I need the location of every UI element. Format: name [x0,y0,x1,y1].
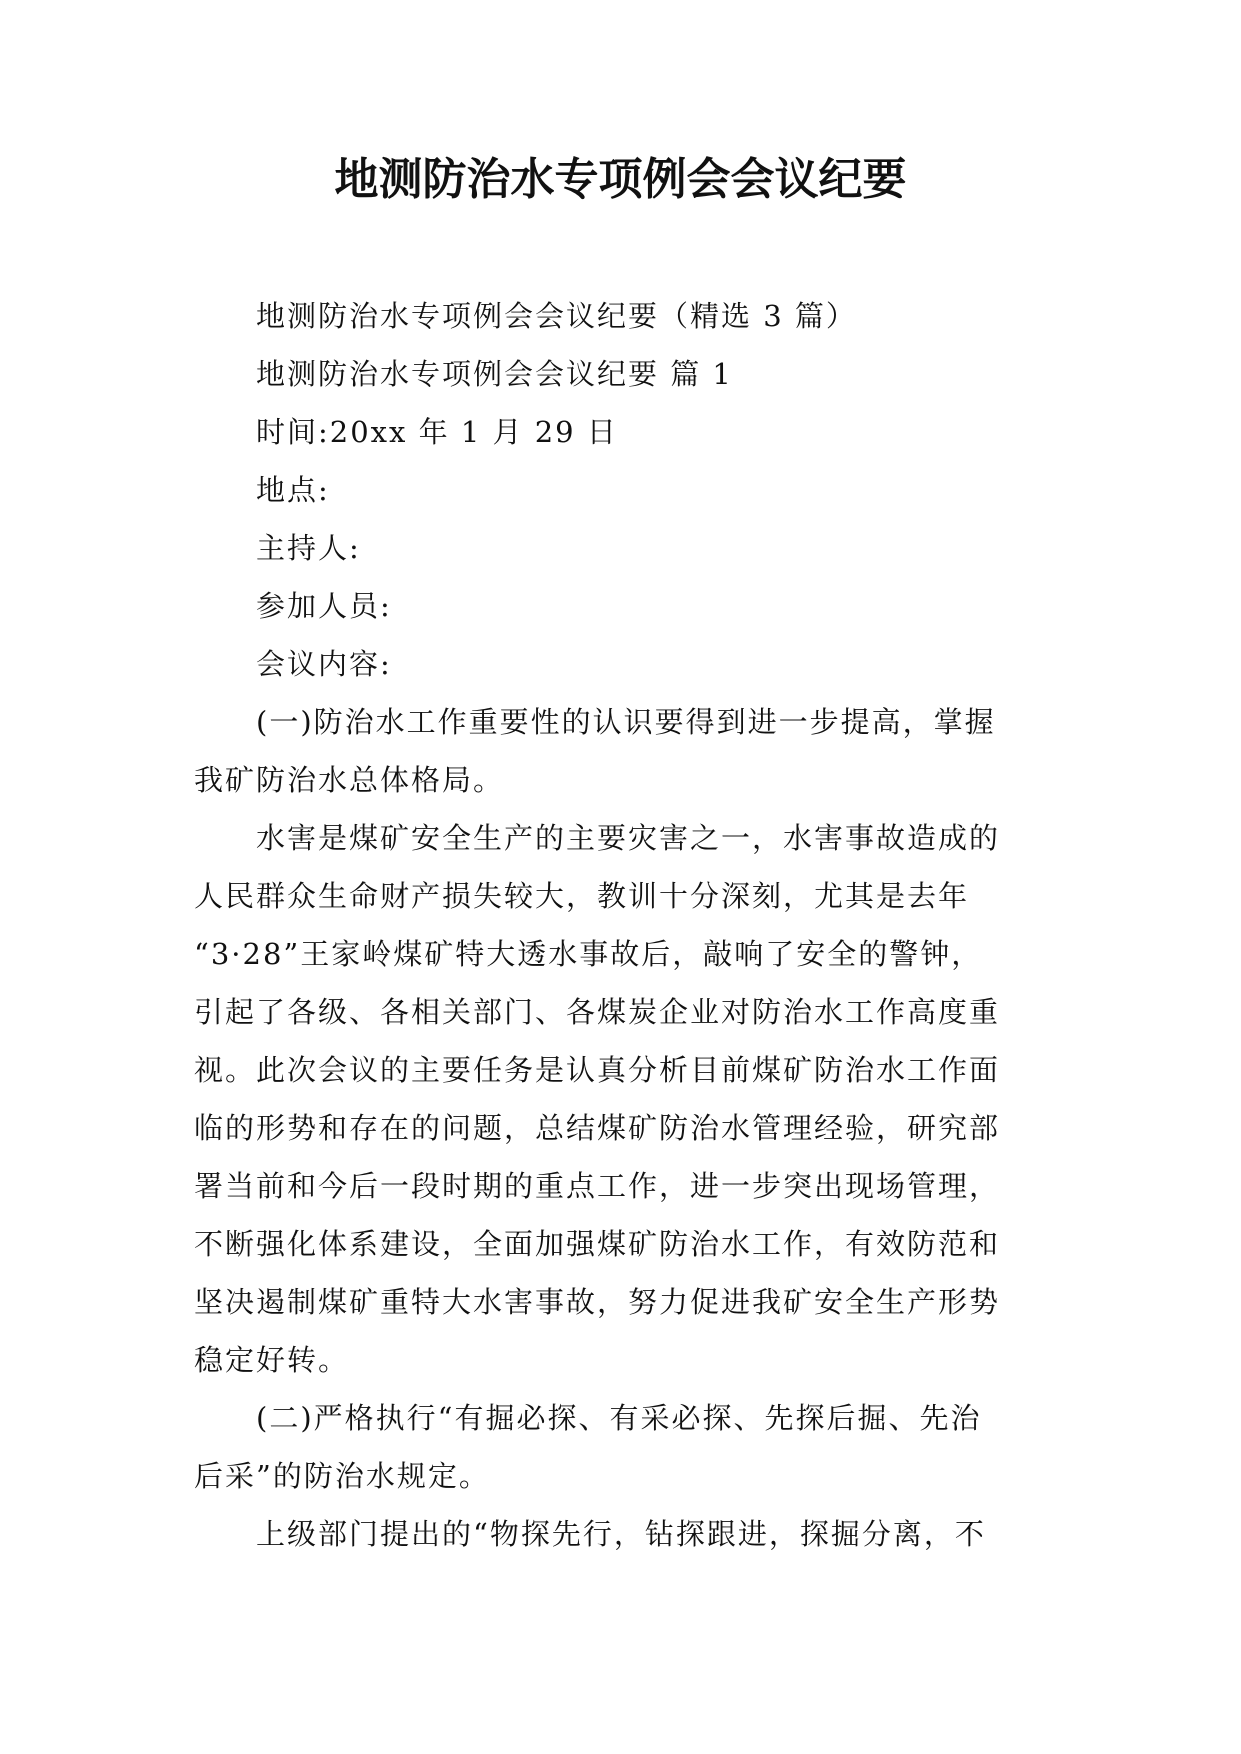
section-1-line-1: (一)防治水工作重要性的认识要得到进一步提高，掌握 [256,705,996,739]
section-2-line-1: (二)严格执行“有掘必探、有采必探、先探后掘、先治 [256,1401,982,1435]
paragraph-line: 坚决遏制煤矿重特大水害事故，努力促进我矿安全生产形势 [194,1285,1001,1319]
paragraph-line: 临的形势和存在的问题，总结煤矿防治水管理经验，研究部 [194,1111,1001,1145]
section-1-line-2: 我矿防治水总体格局。 [194,763,505,797]
document-title: 地测防治水专项例会会议纪要 [334,154,907,205]
paragraph-line: 署当前和今后一段时期的重点工作，进一步突出现场管理， [194,1169,1001,1203]
time-field: 时间:20xx 年 1 月 29 日 [256,415,618,449]
paragraph-line: 上级部门提出的“物探先行，钻探跟进，探掘分离，不 [256,1517,986,1551]
paragraph-line: 水害是煤矿安全生产的主要灾害之一，水害事故造成的 [256,821,1001,855]
participants-field: 参加人员: [256,589,392,623]
content-field: 会议内容: [256,647,392,681]
chapter-heading: 地测防治水专项例会会议纪要 篇 1 [256,357,733,391]
document-body [194,287,1056,1563]
subtitle-line: 地测防治水专项例会会议纪要（精选 3 篇） [256,299,857,333]
place-field: 地点: [256,473,330,507]
host-field: 主持人: [256,531,361,565]
paragraph-line: 引起了各级、各相关部门、各煤炭企业对防治水工作高度重 [194,995,1001,1029]
paragraph-line: 视。此次会议的主要任务是认真分析目前煤矿防治水工作面 [194,1053,1001,1087]
section-2-line-2: 后采”的防治水规定。 [194,1459,490,1493]
paragraph-line: 稳定好转。 [194,1343,350,1377]
paragraph-line: 不断强化体系建设，全面加强煤矿防治水工作，有效防范和 [194,1227,1001,1261]
paragraph-line: “3·28”王家岭煤矿特大透水事故后，敲响了安全的警钟， [194,937,983,971]
paragraph-line: 人民群众生命财产损失较大，教训十分深刻，尤其是去年 [194,879,970,913]
